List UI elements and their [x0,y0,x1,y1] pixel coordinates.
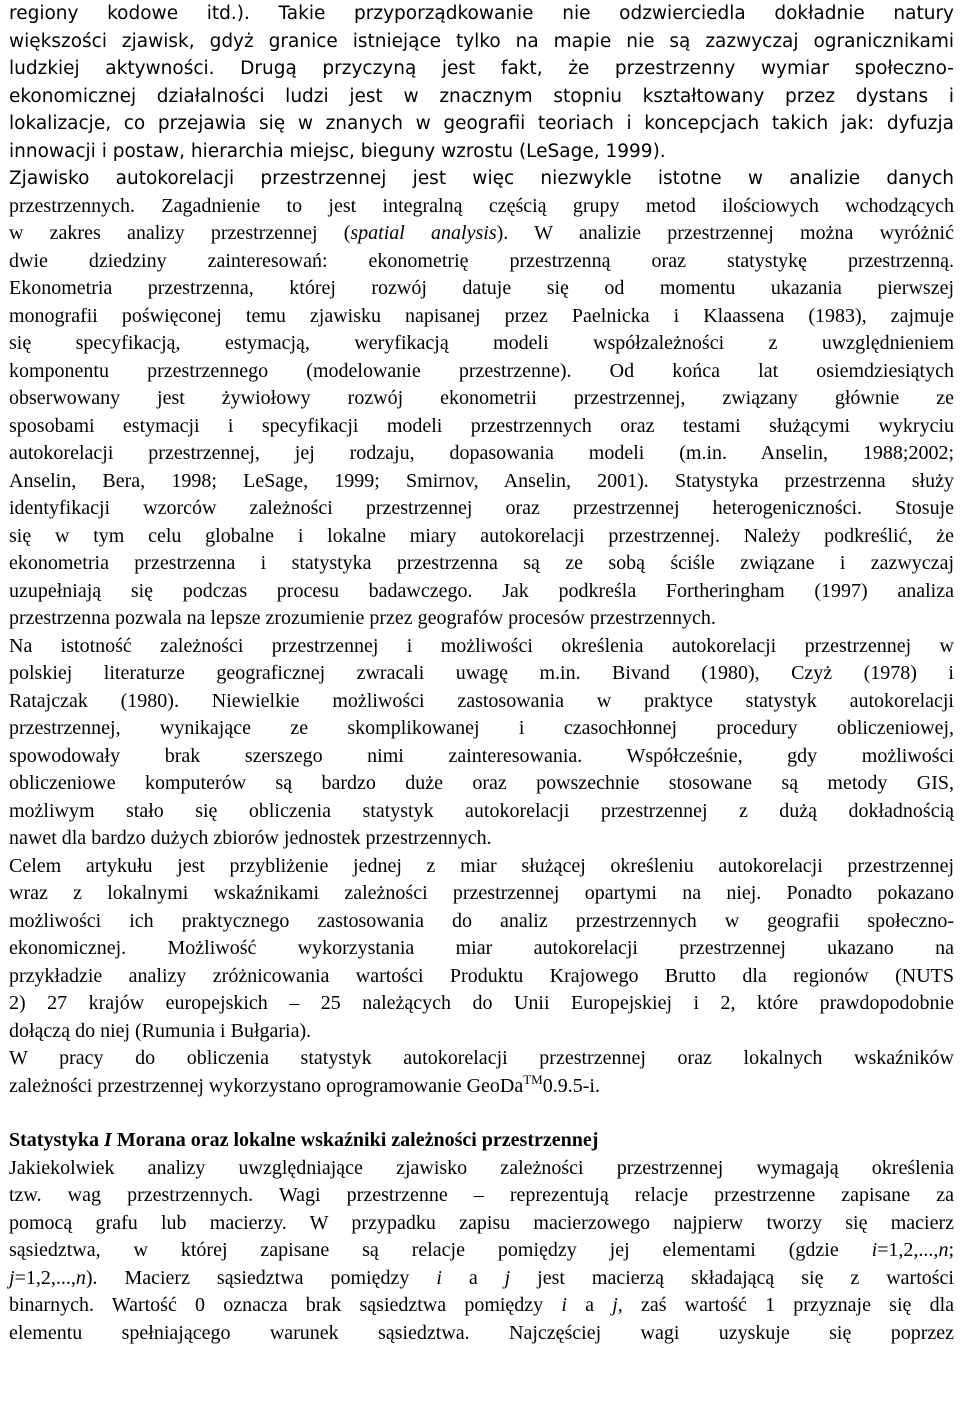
text-line: przestrzennych. Zagadnienie to jest integralną częścią grupy metod ilościowych wchodzących [9,194,954,217]
text-run: 0.9.5-i. [542,1074,600,1097]
text-line: monografii poświęconej temu zjawisku napisanej przez Paelnicka i Klaassena (1983), zajmuje [9,304,954,327]
text-line: przykładzie analizy zróżnicowania wartości Produktu Krajowego Brutto dla regionów (NUTS [9,964,954,987]
italic-variable: i [436,1266,442,1289]
text-line: ludzkiej aktywności. Drugą przyczyną jest fakt, że przestrzenny wymiar społeczno- [9,58,954,79]
text-line: ekonomicznej działalności ludzi jest w znacznym stopniu kształtowany przez dystans i [9,85,954,107]
paragraph-block-intro [9,0,954,220]
text-line: obliczeniowe komputerów są bardzo duże oraz powszechnie stosowane są metody GIS, [9,772,954,794]
text-run: a [566,1294,613,1316]
text-line: spowodowały brak szerszego nimi zainteresowania. Współcześnie, gdy możliwości [9,744,954,767]
italic-variable: j [9,1266,15,1289]
paragraph-block-weights [9,1155,954,1238]
trademark-superscript: TM [523,1071,543,1087]
text-line: możliwości ich praktycznego zastosowania do analiz przestrzennych w geografii społeczno- [9,909,954,932]
section-gap [9,1100,954,1127]
text-run: , zaś wartość 1 przyznaje się dla [617,1294,954,1316]
text-line: lokalizacje, co przejawia się w znanych w geografii teoriach i koncepcjach takich jak: dyfuzja [9,113,954,134]
text-run: binarnych. Wartość 0 oznacza brak sąsiedztwa pomiędzy [9,1294,562,1316]
text-run: =1,2,..., [14,1266,76,1289]
text-line: wraz z lokalnymi wskaźnikami zależności przestrzennej opartymi na niej. Ponadto pokazano [9,882,954,904]
text-run: sąsiedztwa, w której zapisane są relacje pomiędzy jej elementami (gdzie [9,1239,872,1261]
paragraph-block-body [9,248,954,1073]
text-line: polskiej literaturze geograficznej zwracali uwagę m.in. Bivand (1980), Czyż (1978) i [9,662,954,684]
text-line: ekonometria przestrzenna i statystyka przestrzenna są ze sobą ściśle związane i zazwyczaj [9,552,954,574]
italic-variable: j [612,1294,618,1316]
text-run: ; [948,1239,954,1261]
text-line: uzupełniają się podczas procesu badawczego. Jak podkreśla Fortheringham (1997) analiza [9,579,954,602]
text-line: Celem artykułu jest przybliżenie jednej z miar służącej określeniu autokorelacji przestrzennej [9,854,954,877]
text-run: w zakres analizy przestrzennej ( [9,222,351,244]
text-line: autokorelacji przestrzennej, jej rodzaju, dopasowania modeli (m.in. Anselin, 1988;2002; [9,442,954,464]
section-heading [9,1127,954,1155]
text-line-matrix-2 [9,1265,954,1293]
text-line-last: elementu spełniającego warunek sąsiedztwa. Najczęściej wagi uzyskuje się poprzez [9,1321,954,1344]
text-line: Zjawisko autokorelacji przestrzennej jest więc niezwykle istotne w analizie danych [9,168,954,189]
text-line: przestrzennej, wynikające ze skomplikowanej i czasochłonnej procedury obliczeniowej, [9,717,954,739]
italic-variable: n [75,1266,86,1289]
italic-variable: j [504,1266,511,1289]
text-line: przestrzenna pozwala na lepsze zrozumienie przez geografów procesów przestrzennych. [9,607,716,629]
text-run: zależności przestrzennej wykorzystano oprogramowanie GeoDa [9,1074,524,1097]
text-line: sposobami estymacji i specyfikacji modeli przestrzennych oraz testami służącymi wykryciu [9,414,954,437]
text-line: obserwowany jest żywiołowy rozwój ekonometrii przestrzennej, związany głównie ze [9,387,954,409]
text-line: Anselin, Bera, 1998; LeSage, 1999; Smirnov, Anselin, 2001). Statystyka przestrzenna służy [9,469,954,492]
text-line: dwie dziedziny zainteresowań: ekonometrię przestrzenną oraz statystykę przestrzenną. [9,249,954,272]
heading-run: Statystyka [9,1129,105,1151]
text-line: regiony kodowe itd.). Takie przyporządkowanie nie odzwierciedla dokładnie natury [9,3,954,24]
text-line: Na istotność zależności przestrzennej i możliwości określenia autokorelacji przestrzennej w [9,634,954,657]
italic-variable: n [938,1239,949,1261]
text-line: W pracy do obliczenia statystyk autokorelacji przestrzennej oraz lokalnych wskaźników [9,1047,954,1069]
text-line-matrix-3 [9,1292,954,1320]
text-line: 2) 27 krajów europejskich – 25 należących do Unii Europejskiej i 2, które prawdopodobnie [9,992,954,1014]
text-run: ). W analizie przestrzennej można wyróżnić [496,222,954,244]
text-line: nawet dla bardzo dużych zbiorów jednostek przestrzennych. [9,827,492,849]
text-line: Jakiekolwiek analizy uwzględniające zjawisko zależności przestrzennej wymagają określenia [9,1156,954,1179]
text-line: się w tym celu globalne i lokalne miary autokorelacji przestrzennej. Należy podkreślić, że [9,524,954,547]
text-line: ekonomicznej. Możliwość wykorzystania miar autokorelacji przestrzennej ukazano na [9,937,954,959]
text-line: Ratajczak (1980). Niewielkie możliwości zastosowania w praktyce statystyk autokorelacji [9,689,954,712]
italic-term: spatial analysis [350,222,497,244]
text-run: ). Macierz sąsiedztwa pomiędzy [85,1266,437,1289]
text-line: identyfikacji wzorców zależności przestrzennej oraz przestrzennej heterogeniczności. Stosuje [9,497,954,519]
text-line: większości zjawisk, gdyż granice istniejące tylko na mapie nie są zazwyczaj ogranicznikami [9,30,954,52]
text-line: pomocą grafu lub macierzy. W przypadku zapisu macierzowego najpierw tworzy się macierz [9,1211,954,1234]
text-line-spatial-analysis [9,220,954,248]
text-line: się specyfikacją, estymacją, weryfikacją modeli współzależności z uwzględnieniem [9,332,954,354]
text-line: dołączą do niej (Rumunia i Bułgaria). [9,1019,312,1042]
italic-variable: i [561,1294,567,1316]
text-run: jest macierzą składającą się z wartości [510,1266,954,1289]
text-line: tzw. wag przestrzennych. Wagi przestrzenne – reprezentują relacje przestrzenne zapisane za [9,1184,954,1206]
heading-run: Morana oraz lokalne wskaźniki zależności przestrzennej [111,1129,599,1151]
text-run: =1,2,..., [877,1239,939,1261]
heading-italic-symbol: I [104,1129,112,1151]
text-line-geoda [9,1073,954,1101]
italic-variable: i [871,1239,878,1261]
text-line: Ekonometria przestrzenna, której rozwój datuje się od momentu ukazania pierwszej [9,277,954,299]
text-line: komponentu przestrzennego (modelowanie przestrzenne). Od końca lat osiemdziesiątych [9,359,954,382]
text-run: a [441,1266,505,1289]
text-line: innowacji i postaw, hierarchia miejsc, bieguny wzrostu (LeSage, 1999). [9,140,666,162]
text-line: możliwym stało się obliczenia statystyk autokorelacji przestrzennej z dużą dokładnością [9,799,954,822]
text-line-matrix-1 [9,1237,954,1265]
